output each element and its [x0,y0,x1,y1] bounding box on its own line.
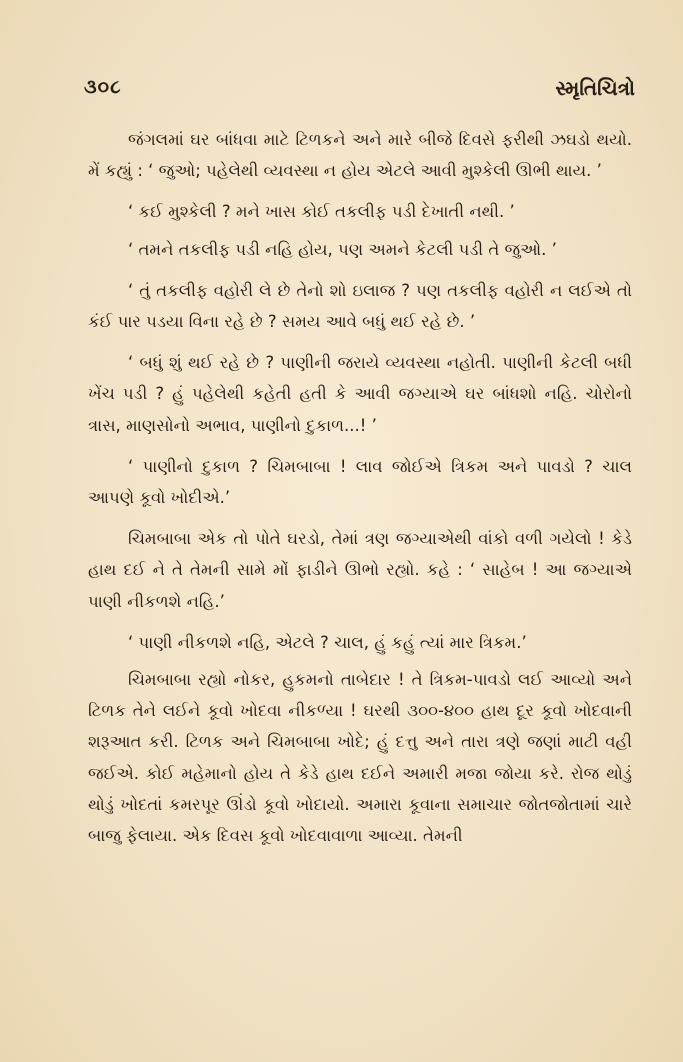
page-header [84,76,635,106]
paragraph: ચિમબાબા એક તો પોતે ઘરડો, તેમાં ત્રણ જગ્યાએથી વાંકો વળી ગયેલો ! કેડે હાથ દઈ ને તે તેમની સામે મોં ફાડીને ઊભો રહ્યો. કહે : ‘ સાહેબ ! આ જગ્યાએ પાણી નીકળશે નહિ.’ [88,529,632,611]
paragraph: ‘ કઈ મુશ્કેલી ? મને ખાસ કોઈ તકલીફ પડી દેખાતી નથી. ’ [128,202,515,222]
paragraph: જંગલમાં ઘર બાંધવા માટે ટિળકને અને મારે બીજે દિવસે ફરીથી ઝઘડો થયો. મેં કહ્યું : ‘ જુઓ; પહેલેથી વ્યવસ્થા ન હોય એટલે આવી મુશ્કેલી ઊભી થાય. ’ [88,130,632,181]
paragraph: ‘ પાણીનો દુકાળ ? ચિમબાબા ! લાવ જોઈએ ત્રિકમ અને પાવડો ? ચાલ આપણે કૂવો ખોદીએ.’ [88,456,632,508]
running-title: સ્મૃતિચિત્રો [555,76,635,100]
body-text [88,124,632,861]
paragraph: ચિમબાબા રહ્યો નોકર, હુકમનો તાબેદાર ! તે ત્રિકમ-પાવડો લઈ આવ્યો અને ટિળક તેને લઈને કૂવો ખોદવા નીકળ્યા ! ઘરથી ૩૦૦-૪૦૦ હાથ દૂર કૂવો ખોદવાની શરૂઆત કરી. ટિળક અને ચિમબાબા ખોદે; હું દત્તુ અને તારા ત્રણે જણાં માટી વહી જઈએ. કોઈ મહેમાનો હોય તે કેડે હાથ દઈને અમારી મજા જોયા કરે. રોજ થોડું થોડું ખોદતાં કમરપૂર ઊંડો કૂવો ખોદાયો. અમારા કૂવાના સમાચાર જોતજોતામાં ચારે બાજુ ફેલાયા. એક દિવસ કૂવો ખોદવાવાળા આવ્યા. તેમની [88,670,632,846]
page-number: ૩૦૮ [84,76,122,98]
paragraph: ‘ પાણી નીકળશે નહિ, એટલે ? ચાલ, હું કહું ત્યાં માર ત્રિકમ.’ [128,632,527,652]
paragraph: ‘ તમને તકલીફ પડી નહિ હોય, પણ અમને કેટલી પડી તે જુઓ. ’ [128,239,557,259]
paragraph: ‘ તું તકલીફ વહોરી લે છે તેનો શો ઇલાજ ? પણ તકલીફ વહોરી ન લઈએ તો કંઈ પાર પડયા વિના રહે છે ? સમય આવે બધું થઈ રહે છે. ’ [88,280,632,332]
paragraph: ‘ બધું શું થઈ રહે છે ? પાણીની જરાયે વ્યવસ્થા નહોતી. પાણીની કેટલી બધી ખેંચ પડી ? હું પહેલેથી કહેતી હતી કે આવી જગ્યાએ ઘર બાંધશો નહિ. ચોરોનો ત્રાસ, માણસોનો અભાવ, પાણીનો દુકાળ...! ’ [88,353,632,435]
